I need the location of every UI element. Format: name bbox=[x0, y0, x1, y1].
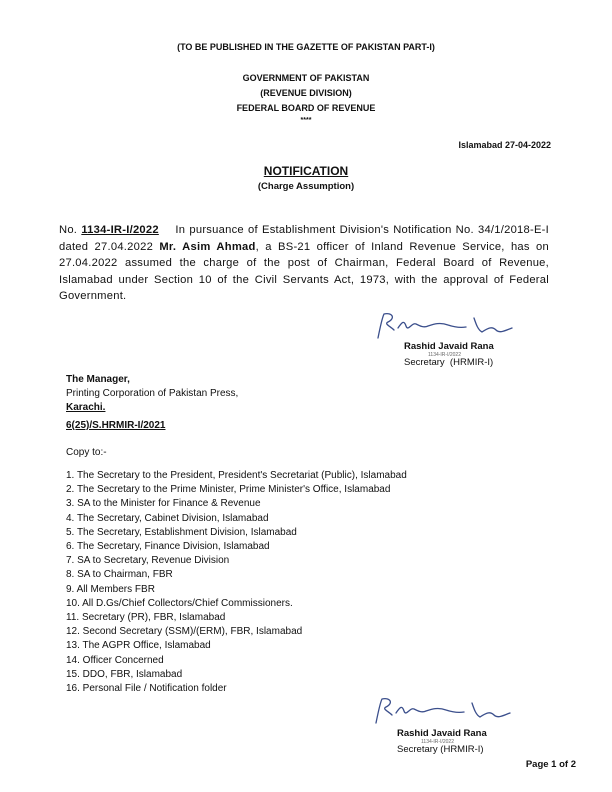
page-indicator: Page 1 of 2 bbox=[525, 759, 576, 770]
notification-body bbox=[59, 222, 549, 305]
signature-1-designation: Secretary (HRMIR-I) bbox=[404, 357, 494, 368]
copy-to-label: Copy to:- bbox=[66, 447, 107, 458]
header-board: FEDERAL BOARD OF REVENUE bbox=[236, 103, 376, 113]
list-item: 1. The Secretary to the President, President's Secretariat (Public), Islamabad bbox=[66, 470, 407, 481]
list-item: 14. Officer Concerned bbox=[66, 654, 164, 666]
list-item: 16. Personal File / Notification folder bbox=[66, 683, 227, 695]
list-item: 10. All D.Gs/Chief Collectors/Chief Commissioners. bbox=[66, 597, 293, 609]
signature-1-image bbox=[370, 308, 540, 344]
list-item: 3. SA to the Minister for Finance & Revenue bbox=[66, 498, 261, 510]
list-item: 11. Secretary (PR), FBR, Islamabad bbox=[66, 612, 226, 624]
list-item: 15. DDO, FBR, Islamabad bbox=[66, 668, 183, 680]
signature-2-ref: 1134-IR-I/2022 bbox=[421, 739, 454, 745]
list-item: 6. The Secretary, Finance Division, Islamabad bbox=[66, 541, 270, 553]
notification-number: 1134-IR-I/2022 bbox=[81, 224, 159, 236]
copy-list bbox=[66, 469, 506, 696]
body-text-b: , a BS-21 officer of Inland Revenue Service, has on 27.04.2022 assumed the charge of the post of Chairman, Federal Board of Revenue, Islamabad under Section 10 of the Civil Servants Act, 1973, with the approval of Federal Government. bbox=[59, 240, 549, 302]
signature-2-designation: Secretary (HRMIR-I) bbox=[397, 744, 484, 755]
list-item: 2. The Secretary to the Prime Minister, Prime Minister's Office, Islamabad bbox=[66, 484, 391, 496]
signature-2-name: Rashid Javaid Rana bbox=[397, 728, 487, 739]
header-stars: **** bbox=[300, 117, 312, 124]
header-division: (REVENUE DIVISION) bbox=[260, 88, 352, 98]
file-number: 6(25)/S.HRMIR-I/2021 bbox=[66, 419, 166, 431]
addressee-city: Karachi. bbox=[66, 402, 106, 414]
addressee-press: Printing Corporation of Pakistan Press, bbox=[66, 388, 239, 400]
list-item: 9. All Members FBR bbox=[66, 583, 155, 595]
signature-1-ref: 1134-IR-I/2022 bbox=[428, 352, 461, 358]
gazette-notice: (TO BE PUBLISHED IN THE GAZETTE OF PAKISTAN PART-I) bbox=[177, 42, 435, 52]
body-text-a: In pursuance of Establishment Division's Notification No. 34/1/2018-E-I dated 27.04.2022 bbox=[59, 224, 550, 253]
list-item: 12. Second Secretary (SSM)/(ERM), FBR, Islamabad bbox=[66, 626, 303, 638]
list-item: 8. SA to Chairman, FBR bbox=[66, 569, 173, 581]
place-date: Islamabad 27-04-2022 bbox=[458, 140, 551, 150]
header-government: GOVERNMENT OF PAKISTAN bbox=[242, 73, 370, 83]
signature-1-name: Rashid Javaid Rana bbox=[404, 341, 494, 352]
list-item: 5. The Secretary, Establishment Division, Islamabad bbox=[66, 526, 297, 538]
addressee-manager: The Manager, bbox=[66, 374, 130, 385]
notification-title: NOTIFICATION bbox=[263, 164, 349, 178]
signature-2-image bbox=[368, 693, 538, 729]
list-item: 4. The Secretary, Cabinet Division, Islamabad bbox=[66, 512, 269, 524]
notification-subtitle: (Charge Assumption) bbox=[257, 181, 355, 192]
officer-name: Mr. Asim Ahmad bbox=[159, 240, 256, 253]
addressee-block bbox=[66, 373, 238, 433]
list-item: 7. SA to Secretary, Revenue Division bbox=[66, 555, 230, 567]
list-item: 13. The AGPR Office, Islamabad bbox=[66, 640, 211, 652]
no-prefix: No. bbox=[59, 224, 78, 236]
